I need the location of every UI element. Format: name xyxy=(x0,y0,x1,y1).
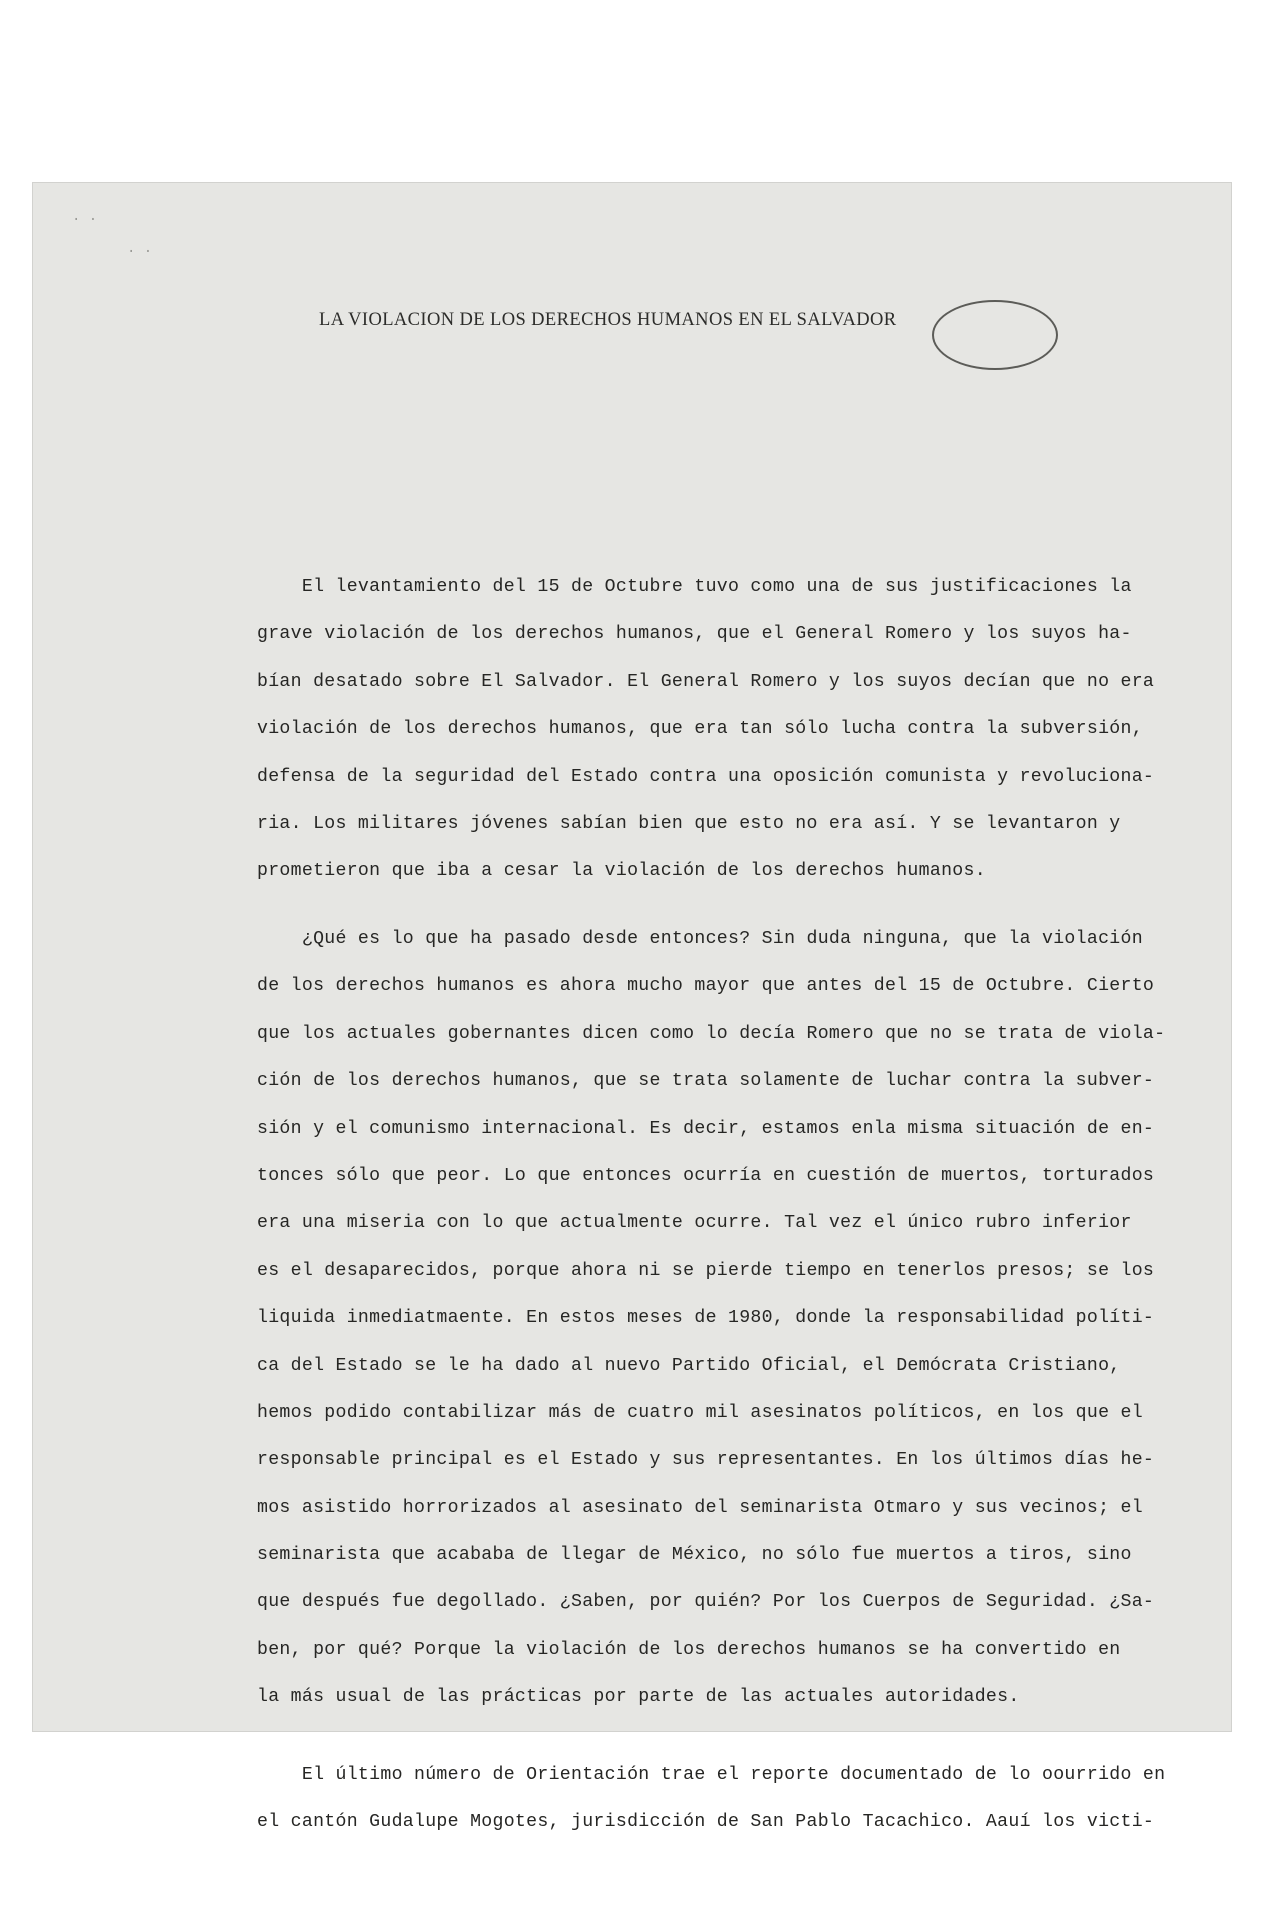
text-line: que después fue degollado. ¿Saben, por quién? Por los Cuerpos de Seguridad. ¿Sa- xyxy=(257,1592,1155,1613)
text-line: ca del Estado se le ha dado al nuevo Partido Oficial, el Demócrata Cristiano, xyxy=(257,1355,1121,1376)
text-line: ¿Qué es lo que ha pasado desde entonces? Sin duda ninguna, que la violación xyxy=(257,929,1143,949)
text-line: El levantamiento del 15 de Octubre tuvo como una de sus justificaciones la xyxy=(257,577,1132,597)
text-line: sión y el comunismo internacional. Es decir, estamos enla misma situación de en- xyxy=(257,1118,1155,1139)
text-line: de los derechos humanos es ahora mucho mayor que antes del 15 de Octubre. Cierto xyxy=(257,976,1155,997)
text-line: la más usual de las prácticas por parte de las actuales autoridades. xyxy=(257,1687,1020,1708)
paper-speck-mark: · · xyxy=(127,244,153,260)
text-line: el cantón Gudalupe Mogotes, jurisdicción de San Pablo Tacachico. Aauí los victi- xyxy=(257,1812,1155,1833)
document-title: LA VIOLACION DE LOS DERECHOS HUMANOS EN EL SALVADOR xyxy=(319,310,897,330)
text-line: ción de los derechos humanos, que se trata solamente de luchar contra la subver- xyxy=(257,1071,1155,1092)
text-line: hemos podido contabilizar más de cuatro mil asesinatos políticos, en los que el xyxy=(257,1402,1143,1423)
text-line: mos asistido horrorizados al asesinato del seminarista Otmaro y sus vecinos; el xyxy=(257,1497,1143,1518)
text-line: bían desatado sobre El Salvador. El General Romero y los suyos decían que no era xyxy=(257,671,1155,692)
text-line: liquida inmediatmaente. En estos meses de 1980, donde la responsabilidad políti- xyxy=(257,1308,1155,1329)
archive-stamp xyxy=(932,300,1058,370)
text-line: defensa de la seguridad del Estado contra una oposición comunista y revoluciona- xyxy=(257,766,1155,787)
text-line: seminarista que acababa de llegar de México, no sólo fue muertos a tiros, sino xyxy=(257,1545,1132,1566)
text-line: ben, por qué? Porque la violación de los derechos humanos se ha convertido en xyxy=(257,1639,1121,1660)
text-line: grave violación de los derechos humanos, que el General Romero y los suyos ha- xyxy=(257,624,1132,645)
text-line: violación de los derechos humanos, que era tan sólo lucha contra la subversión, xyxy=(257,719,1143,740)
text-line: era una miseria con lo que actualmente ocurre. Tal vez el único rubro inferior xyxy=(257,1213,1132,1234)
paragraph-3 xyxy=(257,1752,1217,1847)
paragraph-1 xyxy=(257,564,1217,896)
paper-speck-mark: · · xyxy=(72,212,98,228)
text-line: tonces sólo que peor. Lo que entonces ocurría en cuestión de muertos, torturados xyxy=(257,1165,1155,1186)
text-line: es el desaparecidos, porque ahora ni se pierde tiempo en tenerlos presos; se los xyxy=(257,1260,1155,1281)
document-page xyxy=(32,182,1232,1833)
paragraph-2 xyxy=(257,916,1217,1722)
text-line: ria. Los militares jóvenes sabían bien que esto no era así. Y se levantaron y xyxy=(257,813,1121,834)
text-line: prometieron que iba a cesar la violación de los derechos humanos. xyxy=(257,861,986,882)
text-line: El último número de Orientación trae el reporte documentado de lo oourrido en xyxy=(257,1765,1166,1785)
text-line: responsable principal es el Estado y sus representantes. En los últimos días he- xyxy=(257,1450,1155,1471)
text-line: que los actuales gobernantes dicen como lo decía Romero que no se trata de viola- xyxy=(257,1023,1166,1044)
